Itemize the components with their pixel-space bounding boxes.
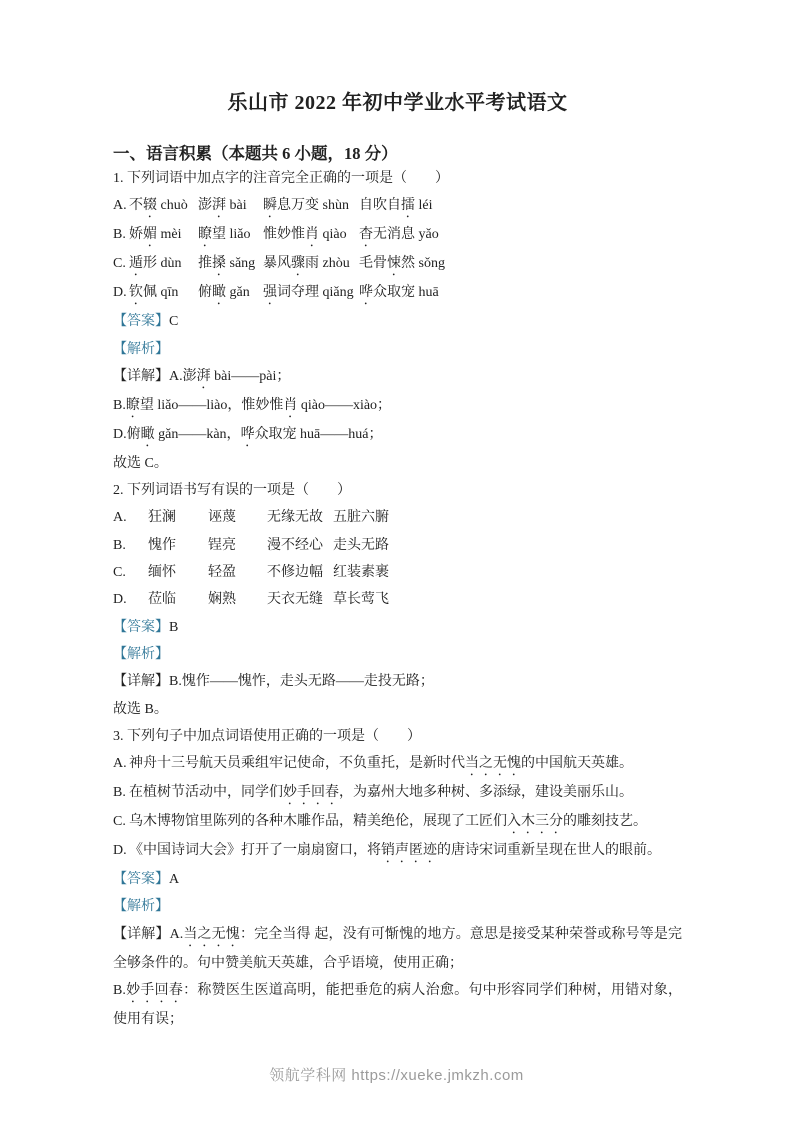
option-word: 娴熟 [208,592,236,608]
option-sentence: 在植树节活动中，同学们妙手回春，为嘉州大地多种树、多添绿，建设美丽乐山。 [129,785,633,801]
analysis-label: 【解析】 [113,341,169,357]
option-word: 瞭望 liǎo [198,227,251,243]
q3-option-d [113,837,682,866]
q1-detail: 【详解】A.澎湃 bài——pài； [113,368,291,384]
option-label: B. [113,537,126,553]
q1-option-d [113,279,682,308]
option-label: C. [113,565,126,581]
q1-stem: 1. 下列词语中加点字的注音完全正确的一项是（ ） [113,171,449,186]
q1-conclusion: 故选 C。 [113,455,168,471]
q1-detail: D.俯瞰 gǎn——kàn，哗众取宠 huā——huá； [113,426,383,442]
option-label: C. [113,256,126,272]
option-label: A. [113,510,127,526]
q3-answer-line [113,866,682,893]
q3-option-a [113,750,682,779]
q1-analysis-line [113,336,682,363]
q1-answer-line [113,308,682,335]
option-label: B. [113,785,126,801]
watermark-text: 领航学科网 https://xueke.jmkzh.com [269,1067,524,1084]
answer-value: C [169,314,179,330]
option-word: 俯瞰 gǎn [198,285,250,301]
q2-answer-line [113,614,682,641]
option-word: 红装素裹 [333,565,389,581]
option-word: 强词夺理 qiǎng [263,285,354,301]
option-word: 无缘无故 [267,510,323,526]
option-sentence: 乌木博物馆里陈列的各种木雕作品，精美绝伦，展现了工匠们入木三分的雕刻技艺。 [129,814,647,830]
option-word: 草长莺飞 [333,592,389,608]
q2-stem: 2. 下列词语书写有误的一项是（ ） [113,483,351,499]
option-word: 愧作 [148,537,176,553]
option-word: 推搡 sǎng [198,256,256,272]
q3-option-b [113,779,682,808]
answer-value: A [169,872,180,888]
option-label: A. [113,198,127,214]
q3-option-c [113,808,682,837]
option-word: 瞬息万变 shùn [263,198,349,214]
option-word: 缅怀 [148,565,176,581]
q3-detail: 【详解】A.当之无愧：完全当得 起，没有可惭愧的地方。意思是接受某种荣誉或称号等是完全够条件的。句中赞美航天英雄，合乎语境，使用正确； [113,926,682,971]
q1-detail: B.瞭望 liǎo——liào，惟妙惟肖 qiào——xiào； [113,397,392,413]
q3-stem: 3. 下列句子中加点词语使用正确的一项是（ ） [113,728,421,744]
option-label: B. [113,227,126,243]
option-word: 毛骨悚然 sǒng [359,256,445,272]
q2-option-d [113,586,682,613]
option-word: 锃亮 [208,537,236,553]
option-word: 遁形 dùn [129,256,182,272]
option-word: 自吹自擂 léi [359,198,433,214]
option-label: A. [113,756,127,772]
q1-option-a [113,192,682,221]
option-word: 暴风骤雨 zhòu [263,256,350,272]
answer-label: 【答案】 [113,872,169,888]
option-word: 诬蔑 [208,510,236,526]
q2-option-c [113,559,682,586]
option-word: 天衣无缝 [267,592,323,608]
option-word: 钦佩 qīn [129,285,179,301]
option-word: 轻盈 [208,565,236,581]
option-label: C. [113,814,126,830]
option-word: 走头无路 [333,537,389,553]
option-word: 不修边幅 [267,565,323,581]
q2-detail: 【详解】B.愧作——愧怍，走头无路——走投无路； [113,674,434,690]
option-word: 惟妙惟肖 qiào [263,227,347,243]
option-word: 杳无消息 yǎo [359,227,439,243]
q2-analysis-line [113,641,682,668]
option-label: D. [113,592,127,608]
answer-value: B [169,619,179,635]
analysis-label: 【解析】 [113,646,169,662]
analysis-label: 【解析】 [113,899,169,915]
answer-label: 【答案】 [113,619,169,635]
q2-option-a [113,504,682,531]
option-word: 澎湃 bài [198,198,247,214]
q1-option-b [113,221,682,250]
option-label: D. [113,843,127,859]
option-word: 不辍 chuò [129,198,188,214]
section-one-heading: 一、语言积累（本题共 6 小题，18 分） [113,144,398,163]
paper-title: 乐山市 2022 年初中学业水平考试语文 [227,92,568,114]
option-sentence: 《中国诗词大会》打开了一扇扇窗口，将销声匿迹的唐诗宋词重新呈现在世人的眼前。 [129,843,661,859]
q3-detail: B.妙手回春：称赞医生医道高明，能把垂危的病人治愈。句中形容同学们种树，用错对象，使用有误； [113,983,683,1028]
q2-option-b [113,532,682,559]
answer-label: 【答案】 [113,314,169,330]
option-word: 五脏六腑 [333,510,389,526]
q2-conclusion: 故选 B。 [113,701,168,717]
q3-analysis-line [113,893,682,920]
option-word: 漫不经心 [267,537,323,553]
option-word: 狂澜 [148,510,176,526]
option-word: 哗众取宠 huā [359,285,439,301]
option-sentence: 神舟十三号航天员乘组牢记使命，不负重托，是新时代当之无愧的中国航天英雄。 [129,756,633,772]
option-word: 莅临 [148,592,176,608]
q1-option-c [113,250,682,279]
option-label: D. [113,285,127,301]
option-word: 娇媚 mèi [129,227,182,243]
